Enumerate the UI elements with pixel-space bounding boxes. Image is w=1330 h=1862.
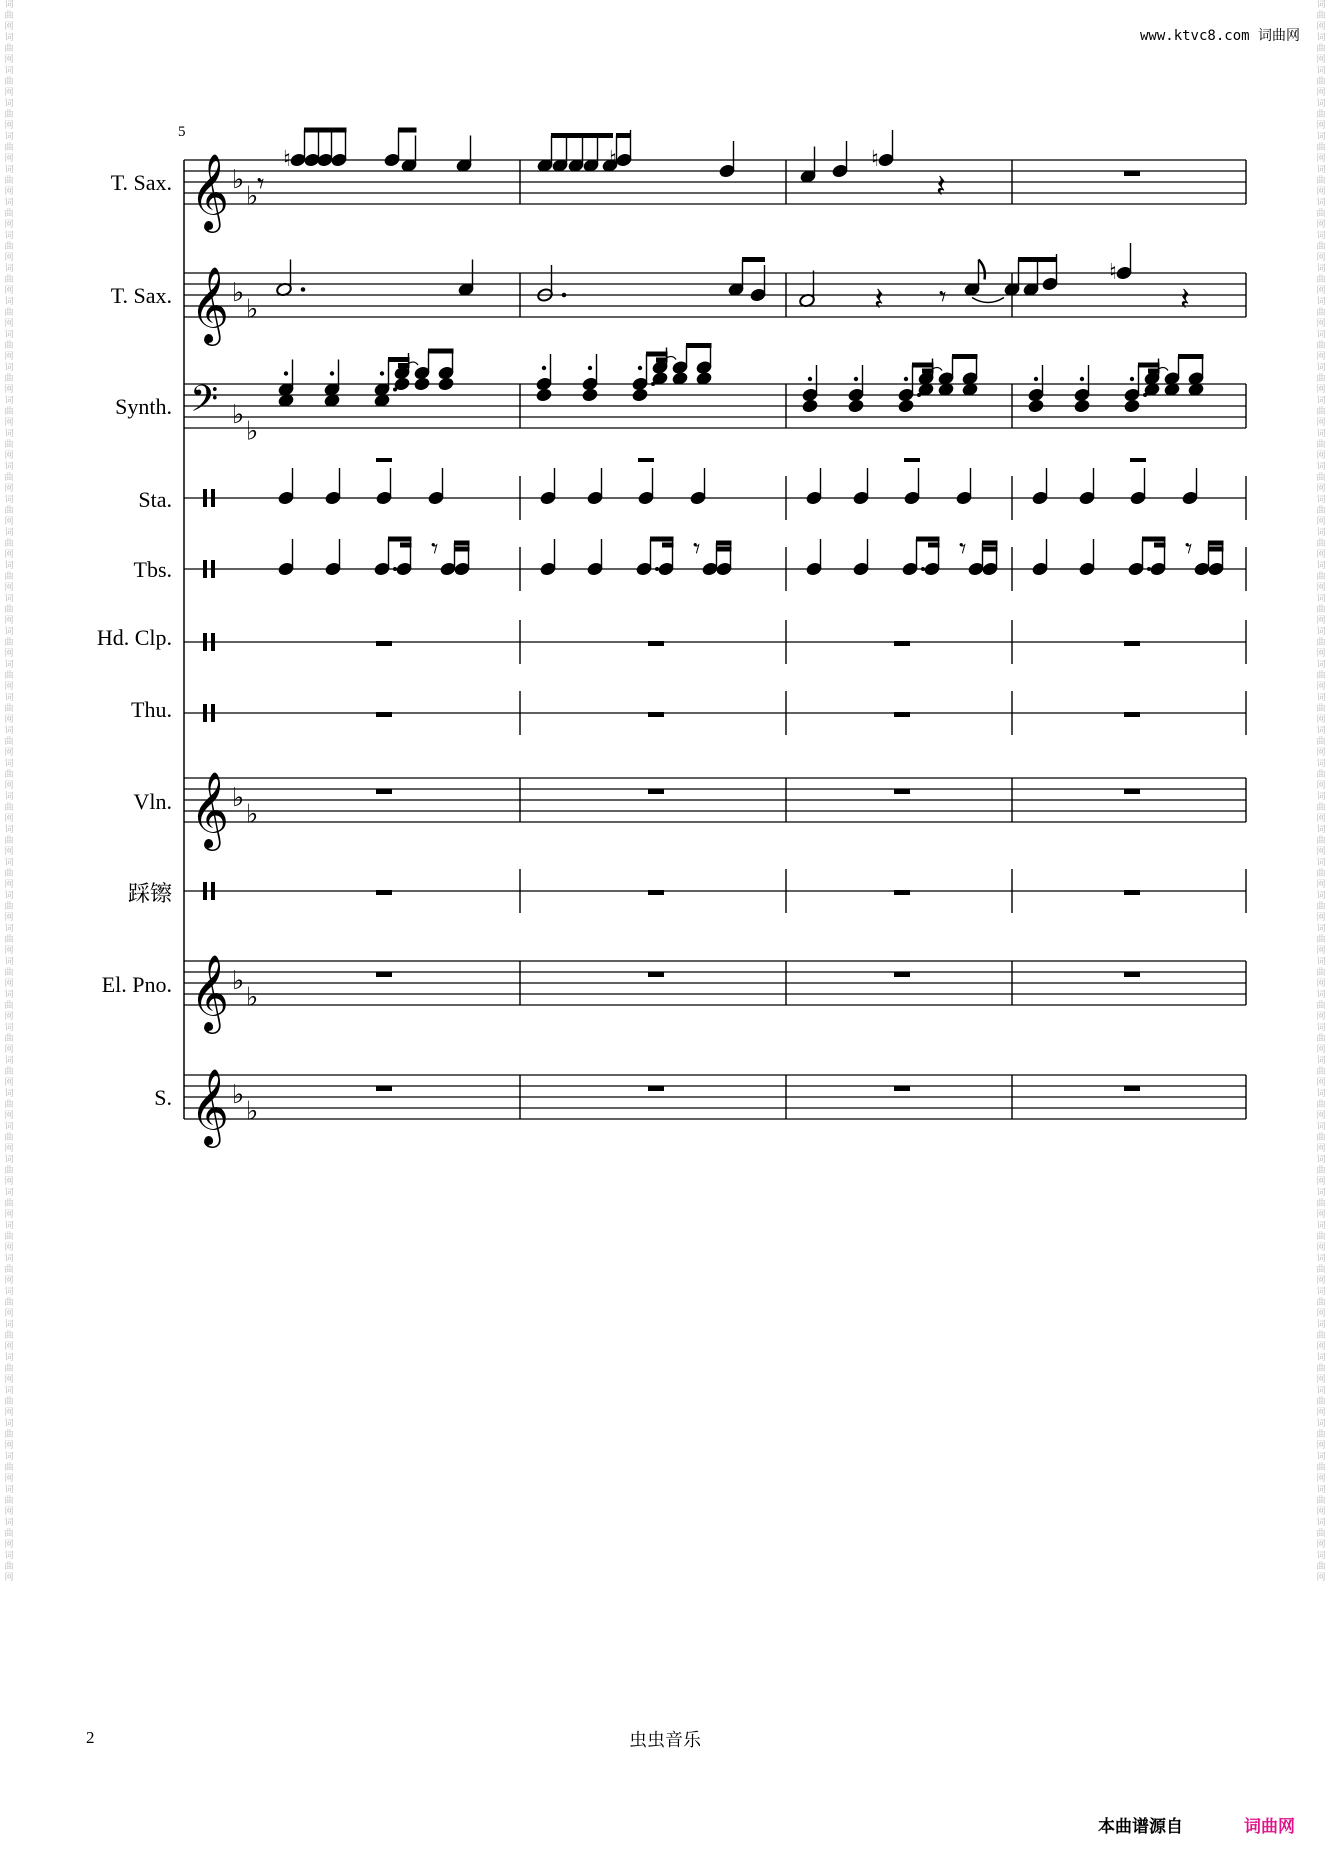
eighth-rest: 𝄾 bbox=[1185, 532, 1193, 565]
instrument-label-vln: Vln. bbox=[133, 789, 172, 814]
beam bbox=[912, 363, 934, 368]
eighth-rest: 𝄾 bbox=[939, 280, 947, 313]
natural-sign: ♮ bbox=[283, 147, 291, 172]
natural-sign: ♮ bbox=[871, 147, 879, 172]
note-head bbox=[802, 399, 819, 414]
dot bbox=[1147, 567, 1151, 571]
perc-clef bbox=[203, 882, 207, 900]
flat-sign: ♭ bbox=[232, 400, 245, 430]
perc-clef bbox=[203, 633, 207, 651]
note-head bbox=[582, 388, 599, 403]
whole-rest bbox=[1124, 1086, 1140, 1091]
beam bbox=[616, 133, 631, 138]
accent-bar bbox=[376, 458, 392, 462]
whole-rest bbox=[376, 1086, 392, 1091]
header-site-name[interactable]: 词曲网 bbox=[1258, 28, 1300, 44]
note-head bbox=[438, 377, 455, 392]
beam bbox=[716, 547, 732, 552]
whole-rest bbox=[1124, 789, 1140, 794]
staccato bbox=[380, 371, 384, 375]
flat-sign: ♭ bbox=[246, 982, 259, 1013]
perc-clef bbox=[211, 560, 215, 578]
flat-sign: ♭ bbox=[246, 416, 259, 447]
staccato bbox=[588, 366, 592, 370]
staccato bbox=[542, 366, 546, 370]
beam bbox=[388, 537, 412, 542]
beam bbox=[1208, 541, 1224, 546]
whole-rest bbox=[376, 789, 392, 794]
flat-sign: ♭ bbox=[246, 181, 259, 212]
instrument-label-tbs: Tbs. bbox=[133, 557, 172, 582]
perc-clef bbox=[211, 882, 215, 900]
flat-sign: ♭ bbox=[246, 294, 259, 325]
beam bbox=[1018, 257, 1057, 262]
staccato bbox=[330, 371, 334, 375]
beam bbox=[646, 352, 668, 357]
beam bbox=[388, 357, 410, 362]
beam bbox=[928, 543, 940, 548]
beam bbox=[1178, 354, 1204, 359]
dot bbox=[301, 287, 306, 292]
instrument-label-elpno: El. Pno. bbox=[101, 972, 172, 997]
right-watermark-strip: 词曲网词曲网词曲网词曲网词曲网词曲网词曲网词曲网词曲网词曲网词曲网词曲网词曲网词曲网词曲网词曲网词曲网词曲网词曲网词曲网词曲网词曲网词曲网词曲网词曲网词曲网词曲网词曲网词曲网词曲网词曲网词曲网词曲网词曲网词曲网词曲网词曲网词曲网词曲网词曲网词曲网词曲网词曲网词曲网词曲网词曲网词曲网词曲网 bbox=[1316, 0, 1326, 1583]
treble-clef: 𝄞 bbox=[190, 771, 230, 848]
treble-clef: 𝄞 bbox=[190, 954, 230, 1031]
whole-rest bbox=[894, 789, 910, 794]
beam bbox=[1154, 543, 1166, 548]
whole-rest bbox=[1124, 972, 1140, 977]
instrument-label-thu: Thu. bbox=[131, 697, 172, 722]
natural-sign: ♮ bbox=[609, 147, 617, 172]
whole-rest bbox=[376, 890, 392, 895]
whole-rest bbox=[648, 1086, 664, 1091]
staccato bbox=[284, 371, 288, 375]
perc-clef bbox=[211, 489, 215, 507]
eighth-rest: 𝄾 bbox=[257, 167, 265, 200]
beam bbox=[716, 541, 732, 546]
eighth-rest: 𝄾 bbox=[959, 532, 967, 565]
note-head bbox=[1124, 399, 1141, 414]
perc-clef bbox=[211, 633, 215, 651]
footer-brand-logo[interactable]: 词曲网 bbox=[1244, 1817, 1295, 1837]
whole-rest bbox=[648, 641, 664, 646]
flat-sign: ♭ bbox=[232, 1080, 245, 1110]
whole-rest bbox=[376, 972, 392, 977]
beam bbox=[662, 543, 674, 548]
whole-rest bbox=[1124, 641, 1140, 646]
staccato bbox=[808, 377, 812, 381]
staccato bbox=[1080, 377, 1084, 381]
tie bbox=[972, 298, 1004, 303]
staccato bbox=[1034, 377, 1038, 381]
perc-clef bbox=[203, 560, 207, 578]
instrument-label-sta: Sta. bbox=[138, 487, 172, 512]
flag bbox=[979, 260, 985, 280]
instrument-label-tsax-1: T. Sax. bbox=[110, 170, 172, 195]
whole-rest bbox=[648, 972, 664, 977]
whole-rest bbox=[894, 972, 910, 977]
accent-bar bbox=[1130, 458, 1146, 462]
dot bbox=[921, 567, 925, 571]
whole-rest bbox=[376, 712, 392, 717]
treble-clef: 𝄞 bbox=[190, 153, 230, 230]
beam bbox=[400, 543, 412, 548]
staccato bbox=[1130, 377, 1134, 381]
beam bbox=[650, 537, 674, 542]
whole-rest bbox=[1124, 171, 1140, 176]
header-site-url[interactable]: www.ktvc8.com bbox=[1139, 28, 1250, 44]
natural-sign: ♮ bbox=[1109, 260, 1117, 285]
beam bbox=[1208, 547, 1224, 552]
dot bbox=[655, 567, 659, 571]
beam bbox=[1142, 537, 1166, 542]
flat-sign: ♭ bbox=[232, 165, 245, 195]
treble-clef: 𝄞 bbox=[190, 1068, 230, 1145]
quarter-rest: 𝄽 bbox=[1180, 280, 1190, 318]
dot bbox=[393, 567, 397, 571]
note-head bbox=[898, 399, 915, 414]
instrument-label-s: S. bbox=[154, 1085, 172, 1110]
instrument-label-tsax-2: T. Sax. bbox=[110, 283, 172, 308]
note-head bbox=[1028, 399, 1045, 414]
note-head bbox=[414, 377, 431, 392]
staccato bbox=[638, 366, 642, 370]
beam bbox=[304, 128, 347, 133]
beam bbox=[686, 343, 712, 348]
note-head bbox=[848, 399, 865, 414]
whole-rest bbox=[648, 712, 664, 717]
beam bbox=[398, 128, 417, 133]
perc-clef bbox=[203, 704, 207, 722]
flat-sign: ♭ bbox=[246, 799, 259, 830]
eighth-rest: 𝄾 bbox=[693, 532, 701, 565]
instrument-label-hihat: 踩镲 bbox=[127, 881, 172, 906]
beam bbox=[916, 537, 940, 542]
accent-bar bbox=[904, 458, 920, 462]
footer-center-text: 虫虫音乐 bbox=[629, 1730, 701, 1751]
beam bbox=[454, 541, 470, 546]
instrument-label-synth: Synth. bbox=[115, 394, 172, 419]
footer-source-text: 本曲谱源自 bbox=[1098, 1817, 1183, 1837]
beam bbox=[982, 541, 998, 546]
eighth-rest: 𝄾 bbox=[431, 532, 439, 565]
treble-clef: 𝄞 bbox=[190, 266, 230, 343]
beam bbox=[982, 547, 998, 552]
beam bbox=[952, 354, 978, 359]
accent-bar bbox=[638, 458, 654, 462]
page-number: 2 bbox=[86, 1728, 95, 1747]
whole-rest bbox=[894, 641, 910, 646]
instrument-label-hdclp: Hd. Clp. bbox=[96, 625, 172, 650]
perc-clef bbox=[211, 704, 215, 722]
perc-clef bbox=[203, 489, 207, 507]
flat-sign: ♭ bbox=[232, 783, 245, 813]
whole-rest bbox=[894, 1086, 910, 1091]
beam bbox=[742, 257, 765, 262]
whole-rest bbox=[648, 890, 664, 895]
bass-clef: 𝄢 bbox=[190, 378, 219, 429]
whole-rest bbox=[376, 641, 392, 646]
quarter-rest: 𝄽 bbox=[936, 167, 946, 205]
beam bbox=[454, 547, 470, 552]
flat-sign: ♭ bbox=[232, 966, 245, 996]
beam bbox=[1138, 363, 1160, 368]
whole-rest bbox=[1124, 712, 1140, 717]
flat-sign: ♭ bbox=[232, 278, 245, 308]
staccato bbox=[854, 377, 858, 381]
staccato bbox=[904, 377, 908, 381]
measure-number: 5 bbox=[178, 124, 186, 140]
left-watermark-strip: 词曲网词曲网词曲网词曲网词曲网词曲网词曲网词曲网词曲网词曲网词曲网词曲网词曲网词曲网词曲网词曲网词曲网词曲网词曲网词曲网词曲网词曲网词曲网词曲网词曲网词曲网词曲网词曲网词曲网词曲网词曲网词曲网词曲网词曲网词曲网词曲网词曲网词曲网词曲网词曲网词曲网词曲网词曲网词曲网词曲网词曲网词曲网词曲网 bbox=[4, 0, 14, 1583]
note-head bbox=[1074, 399, 1091, 414]
quarter-rest: 𝄽 bbox=[874, 280, 884, 318]
beam bbox=[551, 133, 613, 138]
whole-rest bbox=[894, 712, 910, 717]
whole-rest bbox=[1124, 890, 1140, 895]
note-head bbox=[632, 388, 649, 403]
flat-sign: ♭ bbox=[246, 1096, 259, 1127]
whole-rest bbox=[894, 890, 910, 895]
note-head bbox=[536, 388, 553, 403]
dot bbox=[562, 293, 567, 298]
whole-rest bbox=[648, 789, 664, 794]
beam bbox=[428, 349, 454, 354]
